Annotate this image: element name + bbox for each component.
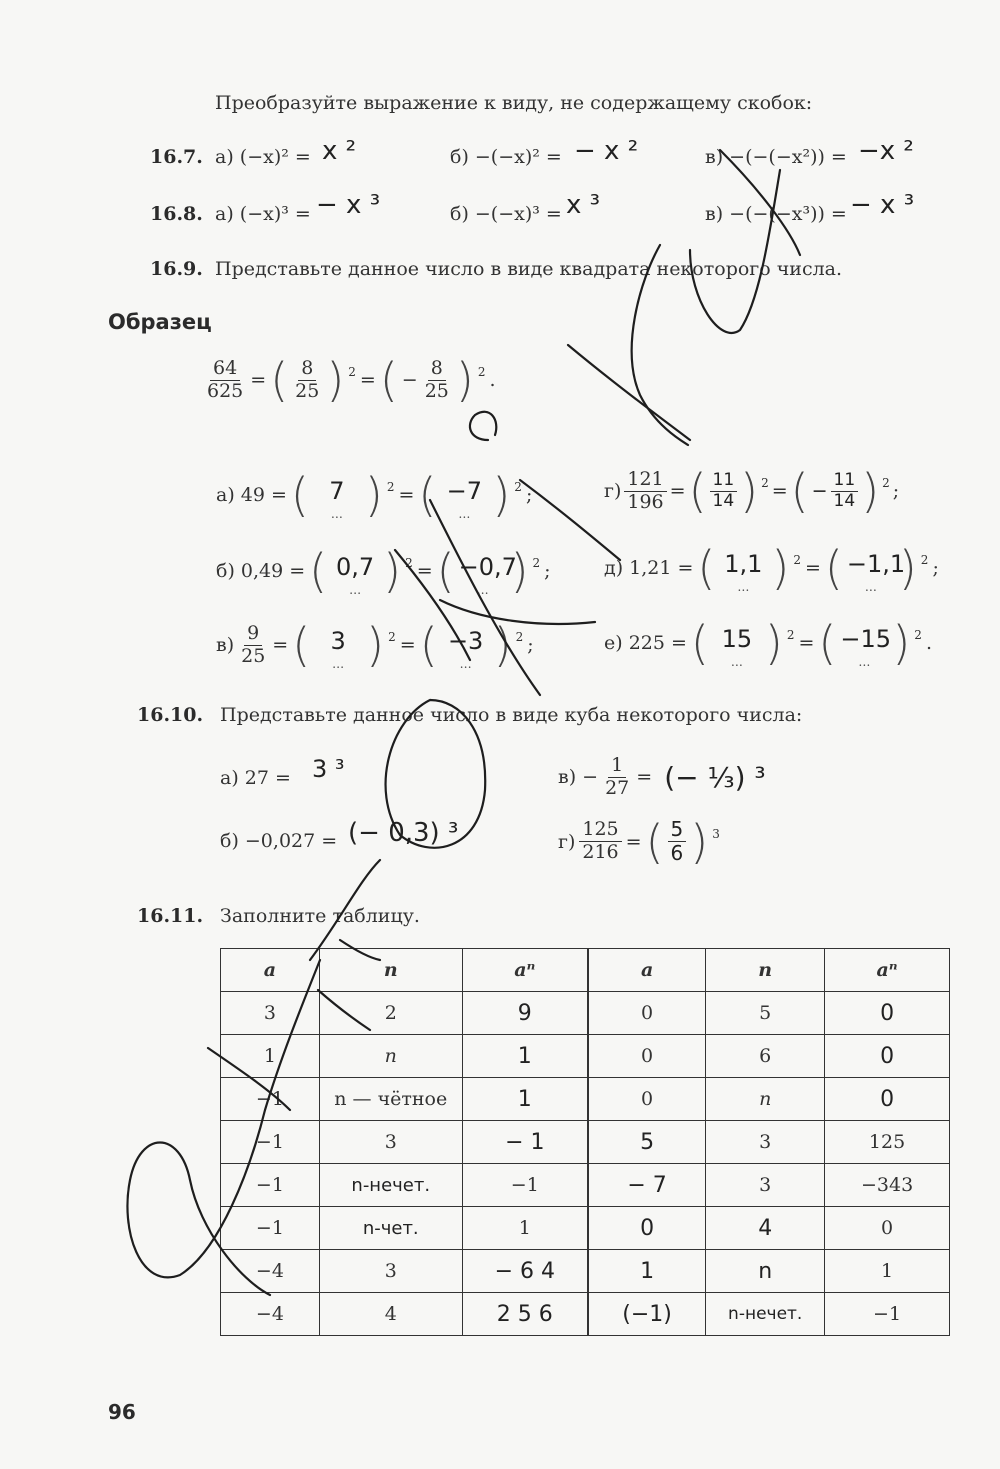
table-cell: −1 <box>221 1078 320 1121</box>
cube-item-g: г) $\frac{125}{216}$ = ( $\frac{5}{6}$ ) 3 <box>558 814 720 869</box>
column-header: n <box>319 949 462 992</box>
table-cell: 0 <box>588 1035 706 1078</box>
handwritten-answer: (− 0,3) ³ <box>348 818 459 848</box>
scribble-stroke <box>520 480 620 560</box>
handwritten-answer: 15 <box>721 625 753 653</box>
scribble-stroke <box>386 700 486 848</box>
exercise-number: 16.11. <box>137 905 204 927</box>
scribble-stroke <box>310 860 380 960</box>
handwritten-answer: 0,7 <box>336 553 375 581</box>
table-cell: n <box>706 1078 825 1121</box>
scribble-stroke <box>340 940 380 960</box>
fraction-denominator: 216 <box>582 841 619 863</box>
handwritten-answer: −0,7 <box>458 553 517 581</box>
handwritten-exponent: 3 <box>712 826 720 841</box>
handwritten-cell: 0 <box>588 1207 706 1250</box>
table-cell: −1 <box>825 1293 950 1336</box>
handwritten-cell: 2 5 6 <box>462 1293 588 1336</box>
item-label: а) 49 = <box>216 484 287 506</box>
fraction-numerator: 8 <box>428 358 446 381</box>
exercise-text: Представьте данное число в виде квадрата некоторого числа. <box>215 258 843 280</box>
item-label: г) <box>604 480 622 502</box>
handwritten-answer: 7 <box>329 477 345 505</box>
table-cell: 3 <box>221 992 320 1035</box>
column-header: a <box>221 949 320 992</box>
fraction-numerator: 8 <box>298 358 316 381</box>
handwritten-answer: −x ² <box>858 136 914 166</box>
handwritten-answer: x ³ <box>566 190 601 220</box>
table-cell: −1 <box>462 1164 588 1207</box>
table-cell: 1 <box>221 1035 320 1078</box>
column-header: aⁿ <box>825 949 950 992</box>
handwritten-answer: − x ³ <box>316 190 381 220</box>
handwritten-cell: n-чет. <box>319 1207 462 1250</box>
handwritten-denominator: 14 <box>833 490 856 511</box>
handwritten-answer: − x ² <box>574 136 639 166</box>
dots-placeholder: … <box>858 655 871 669</box>
table-cell: 6 <box>706 1035 825 1078</box>
table-cell: n — чётное <box>319 1078 462 1121</box>
column-header: a <box>588 949 706 992</box>
table-cell: 0 <box>825 1207 950 1250</box>
handwritten-cell: 0 <box>825 1035 950 1078</box>
dots-placeholder: … <box>332 657 345 671</box>
item-label: г) <box>558 830 576 853</box>
fraction-numerator: 64 <box>210 358 240 381</box>
dots-placeholder: … <box>459 657 472 671</box>
expression: б) −(−x)³ = <box>450 203 562 225</box>
handwritten-answer: − x ³ <box>850 190 915 220</box>
instruction-text: Преобразуйте выражение к виду, не содержащему скобок: <box>215 92 813 114</box>
table-cell: −4 <box>221 1293 320 1336</box>
scribble-stroke <box>690 170 780 333</box>
table-cell: −343 <box>825 1164 950 1207</box>
square-item-a: а) 49 = ( 7 … ) 2 = ( −7 … ) 2 ; <box>216 468 533 522</box>
fraction-numerator: 1 <box>608 755 626 778</box>
table-cell: −4 <box>221 1250 320 1293</box>
scribble-stroke <box>720 150 800 255</box>
dots-placeholder: … <box>737 580 750 594</box>
scribble-stroke <box>440 600 595 624</box>
fraction-numerator: 9 <box>244 623 262 646</box>
handwritten-answer: −3 <box>447 627 484 655</box>
item-label: д) 1,21 = <box>604 557 694 579</box>
expression: б) −(−x)² = <box>450 146 562 168</box>
table-cell: 3 <box>706 1164 825 1207</box>
expression: а) (−x)³ = <box>215 203 311 225</box>
fraction-denominator: 25 <box>295 379 320 402</box>
dots-placeholder: … <box>476 583 489 597</box>
handwritten-cell: n-нечет. <box>706 1293 825 1336</box>
table-cell: 1 <box>825 1250 950 1293</box>
handwritten-answer: −7 <box>446 477 483 505</box>
handwritten-answer: 3 ³ <box>312 755 345 783</box>
item-label: а) 27 = <box>220 767 291 789</box>
cube-item-v: в) − $\frac{1}{27}$ = (− ⅓) ³ <box>558 754 766 799</box>
table-cell: 0 <box>588 992 706 1035</box>
handwritten-cell: 1 <box>588 1250 706 1293</box>
fraction-denominator: 625 <box>207 379 244 402</box>
table-cell: 3 <box>706 1121 825 1164</box>
scribble-stroke <box>632 245 688 445</box>
square-item-e: е) 225 = ( 15 … ) 2 = ( −15 … ) 2 . <box>604 616 932 670</box>
exercise-number: 16.10. <box>137 704 204 726</box>
table-cell: 125 <box>825 1121 950 1164</box>
table-cell: 4 <box>319 1293 462 1336</box>
square-item-g: г) $\frac{121}{196}$ = ( $\frac{11}{14}$ ) 2 = ( − $\frac{11}{14}$ ) 2 ; <box>604 464 900 518</box>
dots-placeholder: … <box>330 507 343 521</box>
item-label: б) −0,027 = <box>220 830 338 852</box>
square-item-d: д) 1,21 = ( 1,1 … ) 2 = ( −1,1 … ) 2 ; <box>604 541 939 595</box>
table-cell: 5 <box>706 992 825 1035</box>
fraction-denominator: 25 <box>241 644 266 667</box>
scribble-stroke <box>430 500 540 695</box>
fraction-numerator: 121 <box>624 469 666 492</box>
item-label: в) − <box>558 766 599 789</box>
item-label: е) 225 = <box>604 632 687 654</box>
handwritten-cell: (−1) <box>588 1293 706 1336</box>
handwritten-cell: 5 <box>588 1121 706 1164</box>
handwritten-cell: 9 <box>462 992 588 1035</box>
exercise-number: 16.9. <box>150 258 203 280</box>
scribble-stroke <box>127 960 320 1295</box>
scribble-stroke <box>568 345 690 440</box>
fraction-denominator: 25 <box>424 379 449 402</box>
dots-placeholder: … <box>864 580 877 594</box>
square-item-v: в) $\frac{9}{25}$ = ( 3 … ) 2 = ( −3 … ) 2 ; <box>216 618 534 672</box>
scribble-stroke <box>318 990 370 1030</box>
handwritten-answer: −1,1 <box>846 550 906 578</box>
column-header: n <box>706 949 825 992</box>
sample-heading: Образец <box>108 310 212 334</box>
exercise-text: Представьте данное число в виде куба некоторого числа: <box>220 704 803 726</box>
handwritten-cell: 0 <box>825 992 950 1035</box>
table-cell: 3 <box>319 1250 462 1293</box>
exercise-text: Заполните таблицу. <box>220 905 420 927</box>
handwritten-denominator: 6 <box>670 841 684 865</box>
handwritten-answer: −15 <box>840 625 891 653</box>
exercise-number: 16.8. <box>150 203 203 225</box>
expression: а) (−x)² = <box>215 146 311 168</box>
table-cell: −1 <box>221 1121 320 1164</box>
table-cell: −1 <box>221 1207 320 1250</box>
sample-expression: $\frac{64}{625}$ = ( $\frac{8}{25}$ ) 2 = ( − $\frac{8}{25}$ ) 2 . <box>204 357 496 403</box>
handwritten-cell: − 1 <box>462 1121 588 1164</box>
scribble-stroke <box>470 412 496 440</box>
fraction-denominator: 27 <box>605 776 630 799</box>
handwritten-cell: 1 <box>462 1078 588 1121</box>
fraction-denominator: 196 <box>627 490 664 513</box>
handwritten-cell: 0 <box>825 1078 950 1121</box>
item-label: б) 0,49 = <box>216 560 306 582</box>
table-cell: 3 <box>319 1121 462 1164</box>
handwritten-numerator: 11 <box>831 471 859 492</box>
scribble-stroke <box>208 1048 290 1110</box>
column-header: aⁿ <box>462 949 588 992</box>
dots-placeholder: … <box>458 507 471 521</box>
expression: в) −(−(−x³)) = <box>705 203 847 225</box>
exercise-number: 16.7. <box>150 146 203 168</box>
dots-placeholder: … <box>349 583 362 597</box>
handwritten-cell: n <box>706 1250 825 1293</box>
handwritten-denominator: 14 <box>712 490 735 511</box>
page-number: 96 <box>108 1400 136 1424</box>
handwritten-answer: 1,1 <box>724 550 763 578</box>
handwritten-answer: (− ⅓) ³ <box>664 760 766 794</box>
scribble-stroke <box>395 550 470 660</box>
table-cell: 2 <box>319 992 462 1035</box>
handwritten-answer: 3 <box>330 627 346 655</box>
table-cell: n <box>319 1035 462 1078</box>
table-cell: −1 <box>221 1164 320 1207</box>
handwritten-answer: x ² <box>322 136 357 166</box>
handwritten-cell: − 7 <box>588 1164 706 1207</box>
expression: в) −(−(−x²)) = <box>705 146 847 168</box>
handwritten-numerator: 5 <box>668 818 687 842</box>
handwritten-numerator: 11 <box>710 471 738 492</box>
handwritten-cell: 1 <box>462 1035 588 1078</box>
fraction-numerator: 125 <box>579 819 621 842</box>
dots-placeholder: … <box>730 655 743 669</box>
table-cell: 0 <box>588 1078 706 1121</box>
item-label: в) <box>216 634 235 656</box>
handwritten-cell: 4 <box>706 1207 825 1250</box>
handwritten-cell: − 6 4 <box>462 1250 588 1293</box>
square-item-b: б) 0,49 = ( 0,7 … ) 2 = ( −0,7 … ) 2 ; <box>216 544 551 598</box>
table-cell: 1 <box>462 1207 588 1250</box>
handwritten-cell: n-нечет. <box>319 1164 462 1207</box>
